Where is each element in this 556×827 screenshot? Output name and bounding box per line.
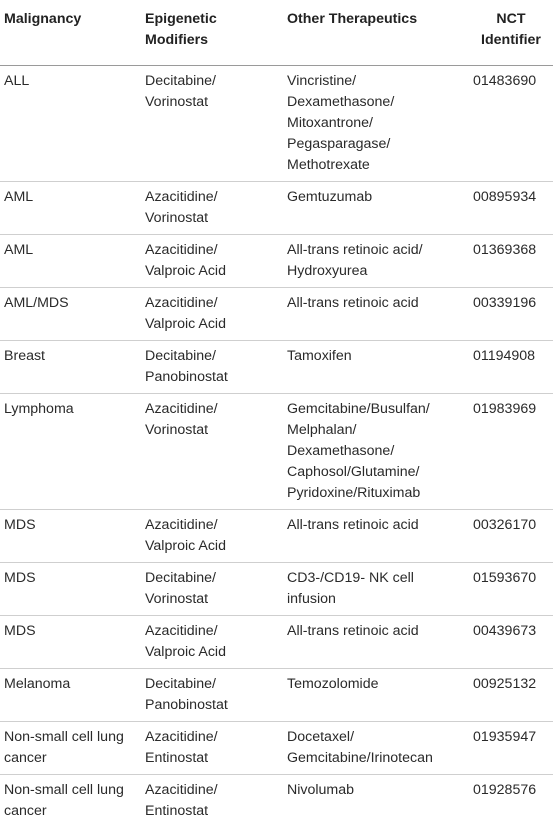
cell-epigenetic-modifiers-line: Decitabine/ xyxy=(145,71,279,92)
cell-nct-identifier: 00439673 xyxy=(469,616,553,669)
cell-other-therapeutics-line: All-trans retinoic acid/ xyxy=(287,240,465,261)
cell-malignancy-line: Lymphoma xyxy=(4,399,137,420)
cell-epigenetic-modifiers xyxy=(141,235,283,288)
cell-other-therapeutics-line: Melphalan/ xyxy=(287,420,465,441)
cell-other-therapeutics-line: All-trans retinoic acid xyxy=(287,293,465,314)
cell-epigenetic-modifiers-line: Azacitidine/ xyxy=(145,515,279,536)
cell-epigenetic-modifiers-line: Vorinostat xyxy=(145,208,279,229)
cell-other-therapeutics-line: infusion xyxy=(287,589,465,610)
cell-epigenetic-modifiers-line: Vorinostat xyxy=(145,589,279,610)
cell-other-therapeutics-line: Hydroxyurea xyxy=(287,261,465,282)
cell-epigenetic-modifiers xyxy=(141,394,283,510)
cell-nct-identifier: 01483690 xyxy=(469,66,553,182)
cell-epigenetic-modifiers xyxy=(141,563,283,616)
cell-other-therapeutics-line: Nivolumab xyxy=(287,780,465,801)
table-row xyxy=(0,775,553,827)
header-row xyxy=(0,0,553,66)
cell-epigenetic-modifiers-line: Vorinostat xyxy=(145,420,279,441)
table-row xyxy=(0,394,553,510)
cell-nct-identifier: 01928576 xyxy=(469,775,553,827)
cell-malignancy-line: AML xyxy=(4,240,137,261)
cell-malignancy xyxy=(0,235,141,288)
cell-nct-identifier: 00326170 xyxy=(469,510,553,563)
cell-malignancy-line: Non-small cell lung xyxy=(4,780,137,801)
cell-epigenetic-modifiers xyxy=(141,341,283,394)
cell-other-therapeutics-line: Gemtuzumab xyxy=(287,187,465,208)
cell-other-therapeutics xyxy=(283,669,469,722)
cell-other-therapeutics-line: Temozolomide xyxy=(287,674,465,695)
cell-epigenetic-modifiers-line: Valproic Acid xyxy=(145,642,279,663)
cell-other-therapeutics-line: Caphosol/Glutamine/ xyxy=(287,462,465,483)
cell-other-therapeutics-line: Gemcitabine/Busulfan/ xyxy=(287,399,465,420)
cell-other-therapeutics-line: All-trans retinoic acid xyxy=(287,515,465,536)
cell-malignancy xyxy=(0,394,141,510)
cell-nct-identifier: 01369368 xyxy=(469,235,553,288)
cell-other-therapeutics xyxy=(283,394,469,510)
cell-malignancy-line: Breast xyxy=(4,346,137,367)
cell-epigenetic-modifiers xyxy=(141,669,283,722)
cell-nct-identifier: 01194908 xyxy=(469,341,553,394)
cell-other-therapeutics-line: Vincristine/ xyxy=(287,71,465,92)
cell-epigenetic-modifiers xyxy=(141,722,283,775)
cell-other-therapeutics xyxy=(283,182,469,235)
cell-nct-identifier: 01593670 xyxy=(469,563,553,616)
cell-epigenetic-modifiers-line: Azacitidine/ xyxy=(145,240,279,261)
cell-epigenetic-modifiers-line: Panobinostat xyxy=(145,367,279,388)
cell-epigenetic-modifiers-line: Panobinostat xyxy=(145,695,279,716)
cell-malignancy-line: AML/MDS xyxy=(4,293,137,314)
cell-malignancy-line: ALL xyxy=(4,71,137,92)
cell-malignancy xyxy=(0,775,141,827)
cell-epigenetic-modifiers-line: Valproic Acid xyxy=(145,314,279,335)
cell-malignancy-line: AML xyxy=(4,187,137,208)
cell-nct-identifier: 00925132 xyxy=(469,669,553,722)
cell-other-therapeutics-line: Pegasparagase/ xyxy=(287,134,465,155)
cell-other-therapeutics-line: Mitoxantrone/ xyxy=(287,113,465,134)
cell-epigenetic-modifiers-line: Azacitidine/ xyxy=(145,399,279,420)
header-nct-identifier xyxy=(469,0,553,66)
header-other-label: Other Therapeutics xyxy=(287,11,417,27)
cell-other-therapeutics-line: Methotrexate xyxy=(287,155,465,176)
table-row xyxy=(0,616,553,669)
cell-epigenetic-modifiers-line: Entinostat xyxy=(145,748,279,769)
header-epigenetic-line: Epigenetic xyxy=(145,9,279,30)
cell-nct-identifier: 00895934 xyxy=(469,182,553,235)
table-row xyxy=(0,235,553,288)
table-row xyxy=(0,66,553,182)
header-nct-line: NCT xyxy=(473,9,549,30)
cell-malignancy xyxy=(0,182,141,235)
cell-epigenetic-modifiers xyxy=(141,66,283,182)
cell-malignancy xyxy=(0,722,141,775)
cell-malignancy-line: Non-small cell lung xyxy=(4,727,137,748)
table-row xyxy=(0,669,553,722)
cell-epigenetic-modifiers-line: Decitabine/ xyxy=(145,674,279,695)
cell-malignancy-line: MDS xyxy=(4,515,137,536)
header-nct-line: Identifier xyxy=(473,30,549,51)
cell-other-therapeutics-line: Dexamethasone/ xyxy=(287,441,465,462)
header-epigenetic-line: Modifiers xyxy=(145,30,279,51)
cell-epigenetic-modifiers-line: Vorinostat xyxy=(145,92,279,113)
cell-epigenetic-modifiers-line: Entinostat xyxy=(145,801,279,822)
cell-epigenetic-modifiers xyxy=(141,182,283,235)
cell-epigenetic-modifiers xyxy=(141,616,283,669)
cell-epigenetic-modifiers-line: Decitabine/ xyxy=(145,346,279,367)
cell-epigenetic-modifiers-line: Decitabine/ xyxy=(145,568,279,589)
cell-other-therapeutics-line: Tamoxifen xyxy=(287,346,465,367)
table-row xyxy=(0,563,553,616)
cell-other-therapeutics xyxy=(283,775,469,827)
cell-malignancy xyxy=(0,288,141,341)
cell-epigenetic-modifiers-line: Valproic Acid xyxy=(145,261,279,282)
table-header xyxy=(0,0,553,66)
header-malignancy xyxy=(0,0,141,66)
cell-malignancy xyxy=(0,66,141,182)
cell-other-therapeutics-line: Pyridoxine/Rituximab xyxy=(287,483,465,504)
table-row xyxy=(0,722,553,775)
cell-other-therapeutics xyxy=(283,235,469,288)
cell-nct-identifier: 01935947 xyxy=(469,722,553,775)
cell-other-therapeutics-line: Gemcitabine/Irinotecan xyxy=(287,748,465,769)
cell-epigenetic-modifiers xyxy=(141,775,283,827)
cell-other-therapeutics xyxy=(283,616,469,669)
cell-malignancy xyxy=(0,669,141,722)
cell-malignancy-line: MDS xyxy=(4,621,137,642)
cell-malignancy-line: Melanoma xyxy=(4,674,137,695)
cell-other-therapeutics xyxy=(283,66,469,182)
cell-nct-identifier: 01983969 xyxy=(469,394,553,510)
cell-nct-identifier: 00339196 xyxy=(469,288,553,341)
cell-malignancy xyxy=(0,563,141,616)
table-row xyxy=(0,341,553,394)
cell-epigenetic-modifiers-line: Azacitidine/ xyxy=(145,621,279,642)
header-other-therapeutics xyxy=(283,0,469,66)
header-malignancy-label: Malignancy xyxy=(4,11,81,27)
cell-other-therapeutics xyxy=(283,288,469,341)
cell-malignancy-line: cancer xyxy=(4,748,137,769)
cell-other-therapeutics xyxy=(283,722,469,775)
cell-malignancy-line: MDS xyxy=(4,568,137,589)
cell-epigenetic-modifiers xyxy=(141,510,283,563)
cell-epigenetic-modifiers-line: Azacitidine/ xyxy=(145,780,279,801)
cell-epigenetic-modifiers-line: Valproic Acid xyxy=(145,536,279,557)
cell-epigenetic-modifiers-line: Azacitidine/ xyxy=(145,727,279,748)
cell-malignancy xyxy=(0,510,141,563)
cell-other-therapeutics xyxy=(283,510,469,563)
cell-epigenetic-modifiers-line: Azacitidine/ xyxy=(145,293,279,314)
table-row xyxy=(0,288,553,341)
cell-malignancy-line: cancer xyxy=(4,801,137,822)
header-epigenetic-modifiers xyxy=(141,0,283,66)
cell-other-therapeutics xyxy=(283,563,469,616)
cell-other-therapeutics-line: All-trans retinoic acid xyxy=(287,621,465,642)
cell-malignancy xyxy=(0,341,141,394)
cell-other-therapeutics-line: Dexamethasone/ xyxy=(287,92,465,113)
table-row xyxy=(0,182,553,235)
cell-other-therapeutics xyxy=(283,341,469,394)
cell-epigenetic-modifiers-line: Azacitidine/ xyxy=(145,187,279,208)
cell-epigenetic-modifiers xyxy=(141,288,283,341)
cell-other-therapeutics-line: CD3-/CD19- NK cell xyxy=(287,568,465,589)
table-body xyxy=(0,66,553,827)
cell-malignancy xyxy=(0,616,141,669)
table-row xyxy=(0,510,553,563)
cell-other-therapeutics-line: Docetaxel/ xyxy=(287,727,465,748)
